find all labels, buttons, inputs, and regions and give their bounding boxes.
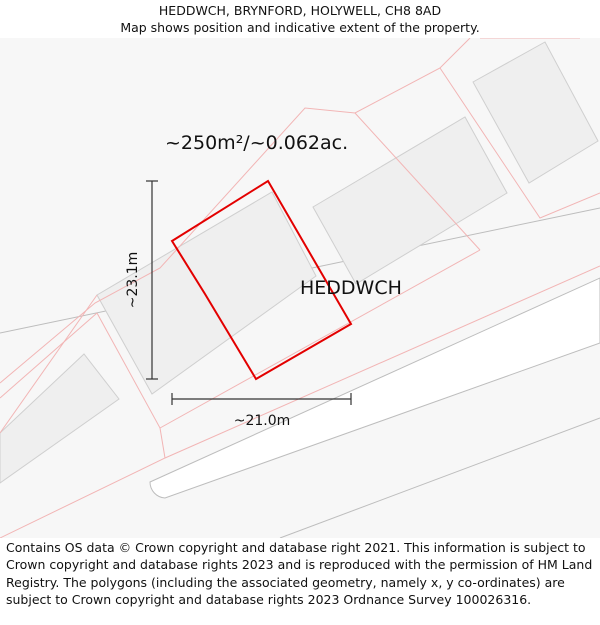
map-subtitle: Map shows position and indicative extent of the property. bbox=[120, 20, 480, 35]
property-address: HEDDWCH, BRYNFORD, HOLYWELL, CH8 8AD bbox=[158, 3, 442, 18]
area-label: ~250m²/~0.062ac. bbox=[165, 132, 349, 154]
height-label: ~23.1m bbox=[125, 251, 141, 309]
map-svg bbox=[0, 38, 600, 538]
property-name-label: HEDDWCH bbox=[300, 277, 402, 299]
attribution-text: Contains OS data © Crown copyright and database right 2021. This information is subject to Crown copyright and database rights 2023 and is reproduced with the permission of HM Land Registry. The polygons (including the associated geometry, namely x, y co-ordinates) are subject to Crown copyright and database rights 2023 Ordnance Survey 100026316. bbox=[6, 540, 593, 608]
width-label: ~21.0m bbox=[233, 413, 291, 429]
map-header bbox=[0, 0, 600, 36]
map-canvas[interactable] bbox=[0, 38, 600, 538]
